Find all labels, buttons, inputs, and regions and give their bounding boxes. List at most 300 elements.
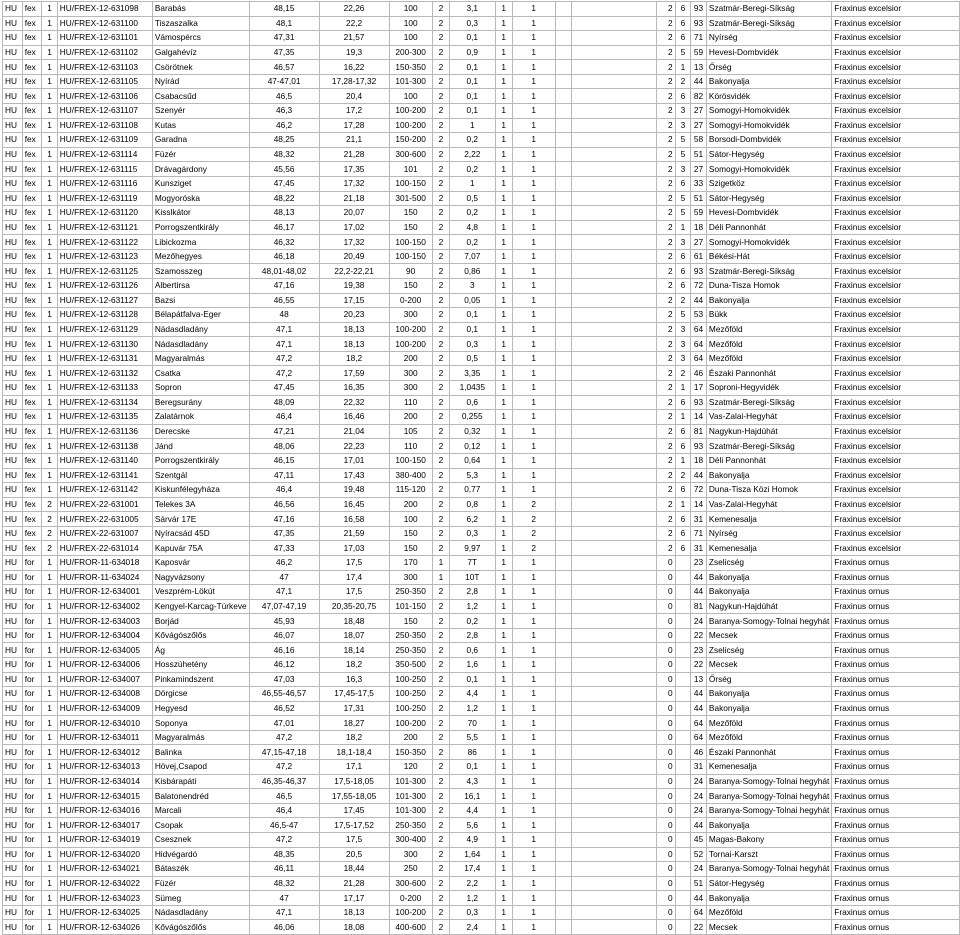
table-cell: 6 — [675, 16, 690, 31]
table-cell: Csesznek — [152, 832, 249, 847]
table-cell: 47,01 — [249, 716, 319, 731]
table-cell: for — [22, 687, 42, 702]
table-cell: Fraxinus excelsior — [832, 381, 960, 396]
table-cell: 31 — [691, 760, 707, 775]
table-cell: 2 — [432, 351, 449, 366]
table-cell — [572, 453, 656, 468]
table-cell: 2 — [42, 526, 57, 541]
table-cell: 1,2 — [450, 599, 496, 614]
table-cell — [675, 745, 690, 760]
table-cell: 3 — [675, 337, 690, 352]
table-cell: 1 — [495, 745, 512, 760]
table-cell: 14 — [691, 497, 707, 512]
table-cell: Nádasdladány — [152, 322, 249, 337]
table-cell: HU/FREX-12-631131 — [57, 351, 152, 366]
table-cell: HU/FREX-12-631106 — [57, 89, 152, 104]
table-cell: HU — [3, 453, 23, 468]
table-row — [3, 643, 960, 658]
table-cell: 2 — [432, 147, 449, 162]
table-cell: 2 — [432, 876, 449, 891]
table-cell: 1 — [495, 133, 512, 148]
table-cell: 18,07 — [319, 628, 389, 643]
table-cell: 2 — [656, 439, 675, 454]
table-cell: HU — [3, 249, 23, 264]
table-cell: 5 — [675, 206, 690, 221]
table-cell: HU/FREX-12-631130 — [57, 337, 152, 352]
table-cell: 0,9 — [450, 45, 496, 60]
table-cell: for — [22, 803, 42, 818]
table-cell: 1 — [42, 366, 57, 381]
table-cell: 1 — [42, 410, 57, 425]
table-cell: 301-500 — [389, 191, 432, 206]
table-cell: 21,59 — [319, 526, 389, 541]
table-cell: 47,2 — [249, 832, 319, 847]
table-row — [3, 60, 960, 75]
table-cell: HU — [3, 483, 23, 498]
table-cell: 1 — [42, 395, 57, 410]
table-cell: 150 — [389, 206, 432, 221]
table-cell: 5 — [675, 133, 690, 148]
table-cell: 18,14 — [319, 643, 389, 658]
table-cell: 24 — [691, 614, 707, 629]
table-cell: 2 — [656, 220, 675, 235]
table-cell: 250 — [389, 862, 432, 877]
table-cell: 47,2 — [249, 366, 319, 381]
table-cell: HU — [3, 599, 23, 614]
table-cell: HU/FREX-12-631126 — [57, 278, 152, 293]
table-cell: Fraxinus ornus — [832, 643, 960, 658]
table-cell: 300 — [389, 381, 432, 396]
table-cell: 0,64 — [450, 453, 496, 468]
table-cell: 16,3 — [319, 672, 389, 687]
table-row — [3, 847, 960, 862]
table-cell: 2 — [656, 337, 675, 352]
table-cell: 24 — [691, 862, 707, 877]
table-cell: 48,32 — [249, 147, 319, 162]
table-cell: 6 — [675, 512, 690, 527]
table-cell: 1 — [42, 483, 57, 498]
table-cell: 46,18 — [249, 249, 319, 264]
table-cell: 44 — [691, 818, 707, 833]
table-cell: 2 — [656, 541, 675, 556]
table-cell: 5 — [675, 45, 690, 60]
table-cell: 81 — [691, 424, 707, 439]
table-cell — [675, 905, 690, 920]
table-cell: Szatmár-Beregi-Síkság — [706, 264, 831, 279]
table-cell: 31 — [691, 541, 707, 556]
table-cell — [572, 716, 656, 731]
table-cell: Hövej,Csapod — [152, 760, 249, 775]
table-cell: HU/FROR-12-634006 — [57, 658, 152, 673]
table-cell: Fraxinus excelsior — [832, 512, 960, 527]
table-cell: Albertirsa — [152, 278, 249, 293]
table-cell: 1 — [495, 147, 512, 162]
table-cell: HU/FREX-12-631105 — [57, 74, 152, 89]
table-cell: 46,35-46,37 — [249, 774, 319, 789]
table-cell: 1 — [495, 876, 512, 891]
table-cell: 2 — [432, 628, 449, 643]
table-cell: 20,23 — [319, 308, 389, 323]
table-cell: Baranya-Somogy-Tolnai hegyhát — [706, 862, 831, 877]
table-cell: 46,4 — [249, 483, 319, 498]
table-cell: 2 — [432, 133, 449, 148]
table-cell: 300-400 — [389, 832, 432, 847]
table-cell: Fraxinus ornus — [832, 745, 960, 760]
table-cell: Fraxinus ornus — [832, 730, 960, 745]
table-cell: Baranya-Somogy-Tolnai hegyhát — [706, 803, 831, 818]
table-cell: 1 — [42, 16, 57, 31]
table-cell: 1 — [42, 176, 57, 191]
table-cell: Fraxinus excelsior — [832, 424, 960, 439]
table-cell: 150 — [389, 614, 432, 629]
table-cell: 1 — [495, 424, 512, 439]
table-cell: 17,01 — [319, 453, 389, 468]
table-cell — [572, 745, 656, 760]
table-cell — [555, 672, 572, 687]
table-cell — [675, 891, 690, 906]
table-cell: 1 — [512, 264, 555, 279]
table-cell: HU/FROR-12-634025 — [57, 905, 152, 920]
table-cell: HU/FREX-12-631134 — [57, 395, 152, 410]
table-cell: 6 — [675, 439, 690, 454]
table-cell: 150-350 — [389, 60, 432, 75]
table-cell: 300 — [389, 366, 432, 381]
table-cell: Nyírád — [152, 74, 249, 89]
table-cell: 2 — [432, 745, 449, 760]
table-cell: 1 — [42, 716, 57, 731]
table-cell: HU/FREX-12-631121 — [57, 220, 152, 235]
table-cell: 44 — [691, 701, 707, 716]
table-cell: 100-200 — [389, 337, 432, 352]
table-cell: 13 — [691, 672, 707, 687]
table-cell: Fraxinus excelsior — [832, 337, 960, 352]
table-cell: 1 — [495, 45, 512, 60]
table-cell: 72 — [691, 278, 707, 293]
table-cell — [572, 643, 656, 658]
table-cell — [675, 570, 690, 585]
table-cell: 47 — [249, 891, 319, 906]
table-cell: 47,45 — [249, 176, 319, 191]
table-cell: HU/FROR-12-634009 — [57, 701, 152, 716]
table-row — [3, 628, 960, 643]
table-cell — [555, 760, 572, 775]
table-cell: 2 — [432, 453, 449, 468]
table-cell: HU — [3, 789, 23, 804]
table-cell: 22 — [691, 920, 707, 935]
table-cell: 1 — [42, 162, 57, 177]
table-cell: 1 — [495, 395, 512, 410]
table-cell: 6 — [675, 526, 690, 541]
table-cell: HU — [3, 191, 23, 206]
table-row — [3, 74, 960, 89]
table-cell: HU — [3, 16, 23, 31]
table-cell: 1 — [495, 453, 512, 468]
table-cell — [555, 847, 572, 862]
table-cell: Bakonyalja — [706, 585, 831, 600]
table-cell: 14 — [691, 410, 707, 425]
table-cell: HU/FROR-12-634016 — [57, 803, 152, 818]
table-cell: 44 — [691, 74, 707, 89]
table-cell: HU/FROR-12-634003 — [57, 614, 152, 629]
table-cell: 0 — [656, 891, 675, 906]
table-cell: 1 — [512, 147, 555, 162]
table-cell: 1 — [42, 920, 57, 935]
table-cell: HU — [3, 876, 23, 891]
table-row — [3, 614, 960, 629]
table-cell: 5 — [675, 147, 690, 162]
table-cell: 1 — [512, 920, 555, 935]
table-cell: Szatmár-Beregi-Síkság — [706, 2, 831, 17]
table-cell — [572, 672, 656, 687]
table-cell — [572, 774, 656, 789]
table-cell: Baranya-Somogy-Tolnai hegyhát — [706, 774, 831, 789]
table-cell: 100 — [389, 31, 432, 46]
table-cell — [555, 497, 572, 512]
table-cell: 1 — [42, 424, 57, 439]
table-cell: 1 — [42, 439, 57, 454]
table-cell: 52 — [691, 847, 707, 862]
table-cell: 1 — [512, 701, 555, 716]
table-cell: 1 — [495, 891, 512, 906]
table-cell: 1,6 — [450, 658, 496, 673]
table-cell — [572, 658, 656, 673]
table-cell: 0,2 — [450, 162, 496, 177]
table-cell: 2 — [432, 381, 449, 396]
table-cell: 1 — [512, 176, 555, 191]
table-row — [3, 118, 960, 133]
table-cell: 3 — [450, 278, 496, 293]
table-cell: 1 — [495, 381, 512, 396]
table-cell: Fraxinus ornus — [832, 818, 960, 833]
table-cell: 1 — [675, 381, 690, 396]
table-cell: 18,27 — [319, 716, 389, 731]
table-cell: fex — [22, 147, 42, 162]
table-cell: 1 — [495, 526, 512, 541]
table-cell: 46,3 — [249, 104, 319, 119]
table-cell: Körösvidék — [706, 89, 831, 104]
table-cell — [675, 803, 690, 818]
table-cell: Fraxinus ornus — [832, 614, 960, 629]
table-cell: 1 — [495, 74, 512, 89]
table-cell — [675, 585, 690, 600]
table-cell: 2,4 — [450, 920, 496, 935]
table-cell: HU — [3, 905, 23, 920]
table-cell: 16,58 — [319, 512, 389, 527]
table-cell — [675, 555, 690, 570]
table-cell: fex — [22, 60, 42, 75]
table-cell — [572, 264, 656, 279]
table-cell: 1 — [495, 293, 512, 308]
table-cell: HU — [3, 31, 23, 46]
table-cell: 71 — [691, 31, 707, 46]
table-cell: HU/FREX-12-631142 — [57, 483, 152, 498]
table-cell — [572, 308, 656, 323]
table-cell: Fraxinus ornus — [832, 774, 960, 789]
table-cell: 48,32 — [249, 876, 319, 891]
table-cell — [572, 410, 656, 425]
table-cell: 1 — [512, 905, 555, 920]
table-cell: for — [22, 745, 42, 760]
table-cell: HU/FREX-12-631138 — [57, 439, 152, 454]
table-cell: 70 — [450, 716, 496, 731]
table-cell: 2 — [42, 541, 57, 556]
table-cell: HU/FROR-12-634013 — [57, 760, 152, 775]
table-cell — [555, 293, 572, 308]
table-cell: Fraxinus excelsior — [832, 453, 960, 468]
table-cell: 2 — [432, 278, 449, 293]
table-cell: 0,1 — [450, 74, 496, 89]
table-cell: 100-250 — [389, 672, 432, 687]
table-cell: for — [22, 585, 42, 600]
table-cell: 1 — [42, 45, 57, 60]
table-cell: Fraxinus ornus — [832, 628, 960, 643]
table-cell: HU — [3, 410, 23, 425]
table-cell: 0,1 — [450, 760, 496, 775]
table-cell — [555, 803, 572, 818]
table-cell: 93 — [691, 16, 707, 31]
table-cell: HU/FROR-12-634021 — [57, 862, 152, 877]
table-cell: 1 — [495, 774, 512, 789]
table-cell: 6 — [675, 2, 690, 17]
table-cell: Csopak — [152, 818, 249, 833]
table-cell: Füzér — [152, 147, 249, 162]
table-cell: 1,64 — [450, 847, 496, 862]
table-cell: 150 — [389, 526, 432, 541]
table-cell — [572, 366, 656, 381]
table-cell: for — [22, 832, 42, 847]
table-cell — [555, 2, 572, 17]
table-cell: 1 — [42, 701, 57, 716]
table-cell: HU — [3, 891, 23, 906]
table-cell: 44 — [691, 891, 707, 906]
table-cell: 2 — [675, 293, 690, 308]
table-cell: 1 — [512, 483, 555, 498]
table-cell: 150 — [389, 541, 432, 556]
table-cell: 1 — [495, 162, 512, 177]
table-cell — [572, 497, 656, 512]
table-cell: Soproni-Hegyvidék — [706, 381, 831, 396]
table-cell: 1 — [42, 74, 57, 89]
table-cell: 0 — [656, 905, 675, 920]
table-cell: HU/FREX-12-631125 — [57, 264, 152, 279]
table-cell — [675, 716, 690, 731]
table-cell — [572, 585, 656, 600]
table-cell: 22,2 — [319, 16, 389, 31]
table-cell: 1 — [495, 2, 512, 17]
table-cell: 2 — [656, 483, 675, 498]
table-cell: Fraxinus ornus — [832, 803, 960, 818]
table-row — [3, 89, 960, 104]
table-cell: 1 — [512, 89, 555, 104]
table-cell: 17,4 — [319, 570, 389, 585]
table-cell: 5 — [675, 191, 690, 206]
table-cell — [572, 104, 656, 119]
table-cell: Sátor-Hegység — [706, 191, 831, 206]
table-cell: 72 — [691, 483, 707, 498]
table-cell: 4,8 — [450, 220, 496, 235]
table-row — [3, 235, 960, 250]
table-cell: 47,33 — [249, 541, 319, 556]
table-cell: 17,5 — [319, 832, 389, 847]
table-row — [3, 410, 960, 425]
table-cell: Fraxinus excelsior — [832, 439, 960, 454]
table-cell: 6 — [675, 249, 690, 264]
table-cell: 1 — [495, 264, 512, 279]
table-cell: fex — [22, 2, 42, 17]
table-cell: 0 — [656, 789, 675, 804]
table-cell: 1 — [512, 381, 555, 396]
table-cell: 250-350 — [389, 643, 432, 658]
table-cell: HU/FROR-12-634002 — [57, 599, 152, 614]
table-cell: 2 — [432, 308, 449, 323]
table-cell: 1 — [42, 351, 57, 366]
table-cell: 101-300 — [389, 803, 432, 818]
table-cell: Nádasdladány — [152, 905, 249, 920]
table-cell — [572, 147, 656, 162]
table-cell: 150 — [389, 278, 432, 293]
table-cell: 2 — [432, 104, 449, 119]
table-cell: HU/FROR-12-634007 — [57, 672, 152, 687]
table-cell: 1 — [512, 570, 555, 585]
table-row — [3, 468, 960, 483]
table-cell: 115-120 — [389, 483, 432, 498]
table-cell: Porrogszentkirály — [152, 220, 249, 235]
table-cell: Hevesi-Dombvidék — [706, 45, 831, 60]
table-cell: 1 — [512, 16, 555, 31]
table-cell: 1 — [450, 176, 496, 191]
table-cell — [555, 541, 572, 556]
table-row — [3, 701, 960, 716]
table-cell — [572, 847, 656, 862]
table-cell: 18,2 — [319, 730, 389, 745]
table-cell: 1 — [512, 293, 555, 308]
table-cell: Fraxinus ornus — [832, 672, 960, 687]
table-cell — [572, 468, 656, 483]
table-cell: 93 — [691, 2, 707, 17]
table-cell — [675, 832, 690, 847]
table-cell: HU — [3, 278, 23, 293]
table-cell — [555, 599, 572, 614]
table-cell: 2 — [432, 235, 449, 250]
table-cell: HU — [3, 614, 23, 629]
table-cell — [572, 483, 656, 498]
table-cell: for — [22, 847, 42, 862]
table-cell: 2 — [656, 453, 675, 468]
table-cell: 18,44 — [319, 862, 389, 877]
table-cell: Kengyel-Karcag-Túrkeve — [152, 599, 249, 614]
table-cell: 1 — [512, 774, 555, 789]
table-cell: 1 — [495, 191, 512, 206]
table-cell: HU/FREX-22-631005 — [57, 512, 152, 527]
table-cell: HU/FROR-12-634023 — [57, 891, 152, 906]
table-cell: 120 — [389, 760, 432, 775]
table-cell: 1 — [512, 643, 555, 658]
table-cell: 1 — [512, 832, 555, 847]
table-cell: 2 — [656, 468, 675, 483]
table-row — [3, 366, 960, 381]
table-cell: 0,12 — [450, 439, 496, 454]
table-cell: 1 — [512, 789, 555, 804]
table-cell: 64 — [691, 322, 707, 337]
table-cell: 1 — [42, 687, 57, 702]
table-cell: 100-200 — [389, 104, 432, 119]
table-cell: 2 — [432, 847, 449, 862]
table-row — [3, 162, 960, 177]
table-cell: 1 — [495, 439, 512, 454]
table-cell: HU/FREX-12-631133 — [57, 381, 152, 396]
table-cell: 1 — [42, 89, 57, 104]
table-cell: Fraxinus excelsior — [832, 133, 960, 148]
